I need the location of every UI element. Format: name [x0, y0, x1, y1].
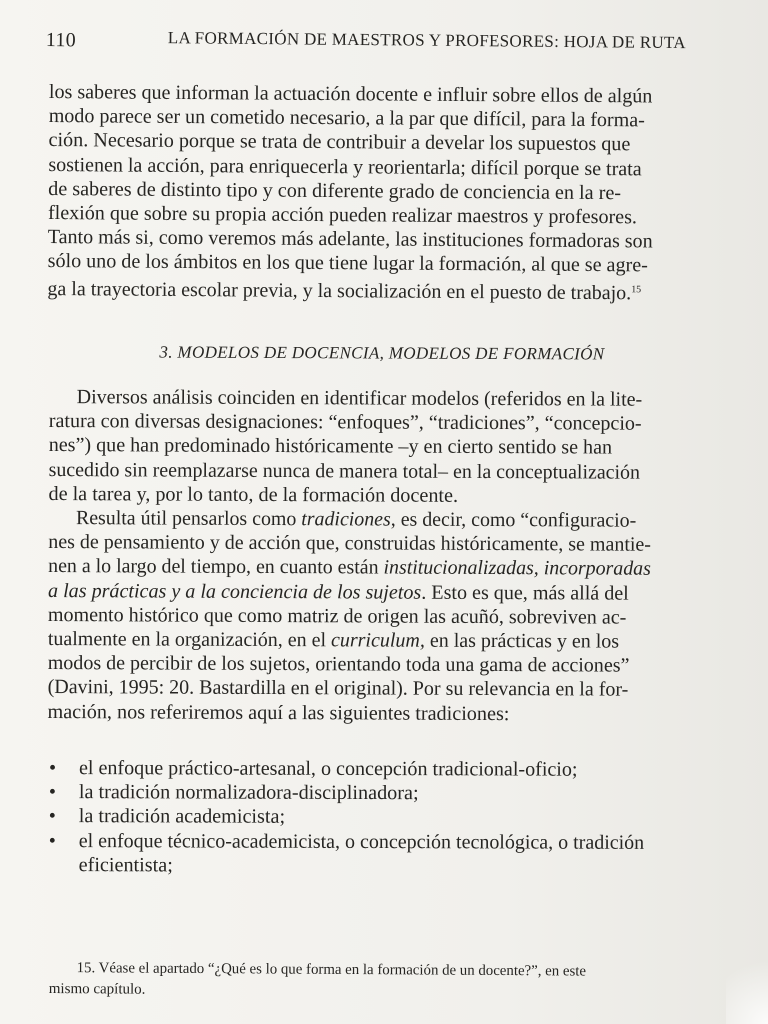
paragraph-line: Tanto más si, como veremos más adelante, las instituciones formadoras son — [47, 226, 653, 253]
paragraph-line — [48, 554, 728, 581]
paragraph-line: sostienen la acción, para enriquecerla y reorientarla; difícil porque se trata — [48, 153, 642, 180]
italic-quote: institucionalizadas, incorporadas — [383, 556, 651, 581]
paragraph-line — [48, 627, 731, 654]
list-item-text: la tradición normalizadora-disciplinadora; — [78, 781, 419, 805]
section-heading: 3. MODELOS DE DOCENCIA, MODELOS DE FORMACIÓN — [159, 342, 605, 364]
list-item — [49, 804, 739, 830]
list-item-continuation: eficientista; — [78, 853, 173, 877]
page-header — [46, 23, 736, 60]
italic-quote: a las prácticas y a la conciencia de los sujetos — [48, 579, 422, 604]
italic-term: tradiciones — [301, 508, 391, 531]
paragraph-line — [48, 506, 728, 533]
paragraph-line: los saberes que informan la actuación docente e influir sobre ellos de algún — [48, 80, 653, 108]
list-item — [49, 829, 739, 880]
page-number: 110 — [45, 28, 77, 52]
paragraph-line: sucedido sin reemplazarse nunca de manera total– en la conceptualización — [48, 458, 641, 484]
list-item — [49, 756, 739, 782]
paragraph-line: momento histórico que como matriz de origen las acuñó, sobreviven ac- — [47, 603, 627, 629]
paragraph-line: (Davini, 1995: 20. Bastardilla en el original). Por su relevancia en la for- — [47, 676, 629, 702]
paragraph-line: de saberes de distinto tipo y con diferente grado de conciencia en la re- — [48, 177, 622, 205]
text-segment: nen a lo largo del tiempo, en cuanto están — [48, 555, 384, 579]
text-segment: en las prácticas y en los — [424, 629, 620, 653]
paragraph-line: flexión que sobre su propia acción pueden realizar maestros y profesores. — [47, 202, 638, 229]
bullet-icon: • — [48, 829, 56, 852]
paragraph-line: modos de percibir de los sujetos, orientando toda una gama de acciones” — [47, 652, 630, 677]
list-item-text: la tradición academicista; — [78, 805, 286, 829]
paragraph-line: sólo uno de los ámbitos en los que tiene lugar la formación, al que se agre- — [47, 250, 648, 277]
text-segment: . Esto es que, más allá del — [421, 581, 629, 605]
list-item — [49, 780, 739, 806]
italic-term: curriculum, — [330, 629, 425, 652]
bullet-icon: • — [48, 757, 57, 780]
paragraph-line: nes”) que han predominado históricamente –y en cierto sentido se han — [48, 434, 613, 459]
paragraph-line: mación, nos referiremos aquí a las siguientes tradiciones: — [47, 700, 510, 725]
footnote-reference: 15 — [631, 283, 642, 295]
paragraph-line: ratura con diversas designaciones: “enfoques”, “tradiciones”, “concepcio- — [48, 410, 642, 435]
text-segment: tualmente en la organización, en el — [47, 628, 332, 652]
paragraph-line: modo parece ser un cometido necesario, a la par que difícil, para la forma- — [48, 105, 645, 132]
paragraph-line-text: ga la trayectoria escolar previa, y la socialización en el puesto de trabajo. — [47, 277, 632, 304]
bullet-icon: • — [48, 781, 56, 804]
list-item-text: el enfoque técnico-academicista, o concepción tecnológica, o tradición — [78, 829, 645, 854]
text-segment: , es decir, como “configuracio- — [390, 508, 637, 532]
paragraph-line — [48, 579, 735, 606]
paragraph-line: nes de pensamiento y de acción que, construidas históricamente, se mantie- — [48, 531, 652, 556]
footnote-line: mismo capítulo. — [48, 980, 146, 998]
bullet-icon: • — [48, 805, 56, 828]
traditions-list — [49, 756, 739, 879]
footnote — [49, 958, 739, 1005]
paragraph-line: de la tarea y, por lo tanto, de la formación docente. — [48, 482, 459, 507]
intro-paragraph — [47, 80, 739, 306]
footnote-line: 15. Véase el apartado “¿Qué es lo que forma en la formación de un docente?”, en este — [76, 960, 587, 980]
body-paragraphs — [47, 385, 739, 727]
text-segment: Resulta útil pensarlos como — [75, 507, 302, 531]
paragraph-line: Diversos análisis coinciden en identificar modelos (referidos en la lite- — [76, 386, 643, 411]
paragraph-line: ción. Necesario porque se trata de contribuir a develar los supuestos que — [48, 129, 631, 156]
running-head: LA FORMACIÓN DE MAESTROS Y PROFESORES: HOJA DE RUTA — [167, 28, 686, 53]
paragraph-line — [47, 274, 730, 306]
list-item-text: el enfoque práctico-artesanal, o concepción tradicional-oficio; — [78, 757, 578, 781]
